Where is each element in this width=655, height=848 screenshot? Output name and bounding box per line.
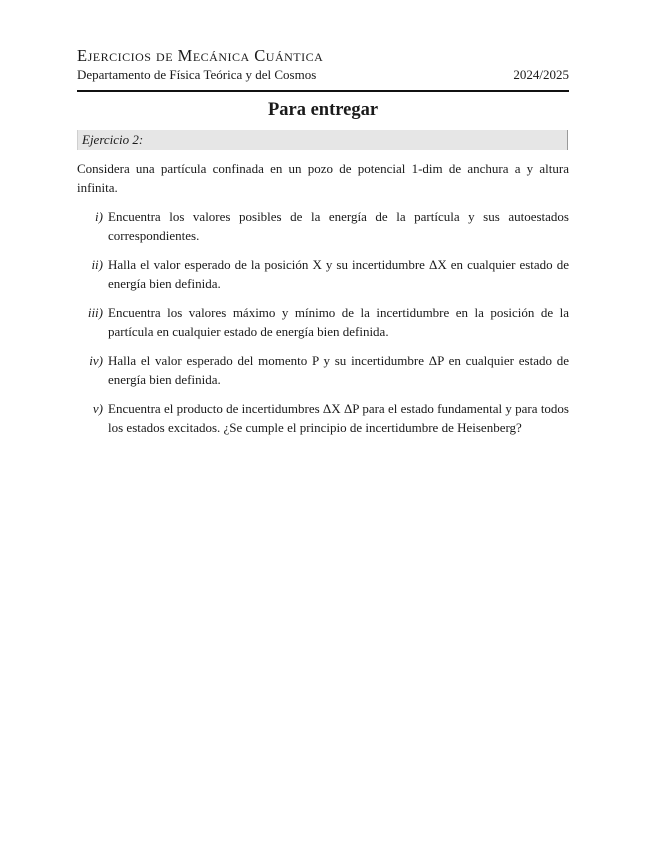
exercise-intro: Considera una partícula confinada en un pozo de potencial 1-dim de anchura a y altura infinita.	[77, 161, 569, 195]
item-text: Encuentra el producto de incertidumbres ΔX ΔP para el estado fundamental y para todos los estados excitados. ¿Se cumple el principio de incertidumbre de Heisenberg?	[108, 401, 569, 435]
item-number: v)	[92, 401, 103, 416]
item-number: iv)	[89, 353, 103, 368]
header-subline	[77, 66, 569, 84]
list-item	[77, 207, 569, 245]
list-item	[77, 399, 569, 437]
list-item	[77, 255, 569, 293]
item-number: ii)	[91, 257, 103, 272]
exercise-body	[77, 159, 569, 447]
department-name: Departamento de Física Teórica y del Cosmos	[77, 67, 317, 82]
exercise-heading-box	[77, 130, 568, 150]
item-text: Encuentra los valores máximo y mínimo de la incertidumbre en la posición de la partícula en cualquier estado de energía bien definida.	[108, 305, 569, 339]
exercise-label: Ejercicio 2:	[82, 132, 144, 147]
academic-year: 2024/2025	[513, 67, 569, 82]
header-rule	[77, 90, 569, 92]
list-item	[77, 351, 569, 389]
item-text: Halla el valor esperado del momento P y su incertidumbre ΔP en cualquier estado de energía bien definida.	[108, 353, 569, 387]
item-number: i)	[95, 209, 103, 224]
page-header	[77, 46, 569, 84]
item-text: Encuentra los valores posibles de la energía de la partícula y sus autoestados correspondientes.	[108, 209, 569, 243]
document-title: Ejercicios de Mecánica Cuántica	[77, 46, 324, 65]
item-number: iii)	[87, 305, 103, 320]
section-title: Para entregar	[267, 100, 379, 120]
item-text: Halla el valor esperado de la posición X y su incertidumbre ΔX en cualquier estado de energía bien definida.	[108, 257, 569, 291]
list-item	[77, 303, 569, 341]
